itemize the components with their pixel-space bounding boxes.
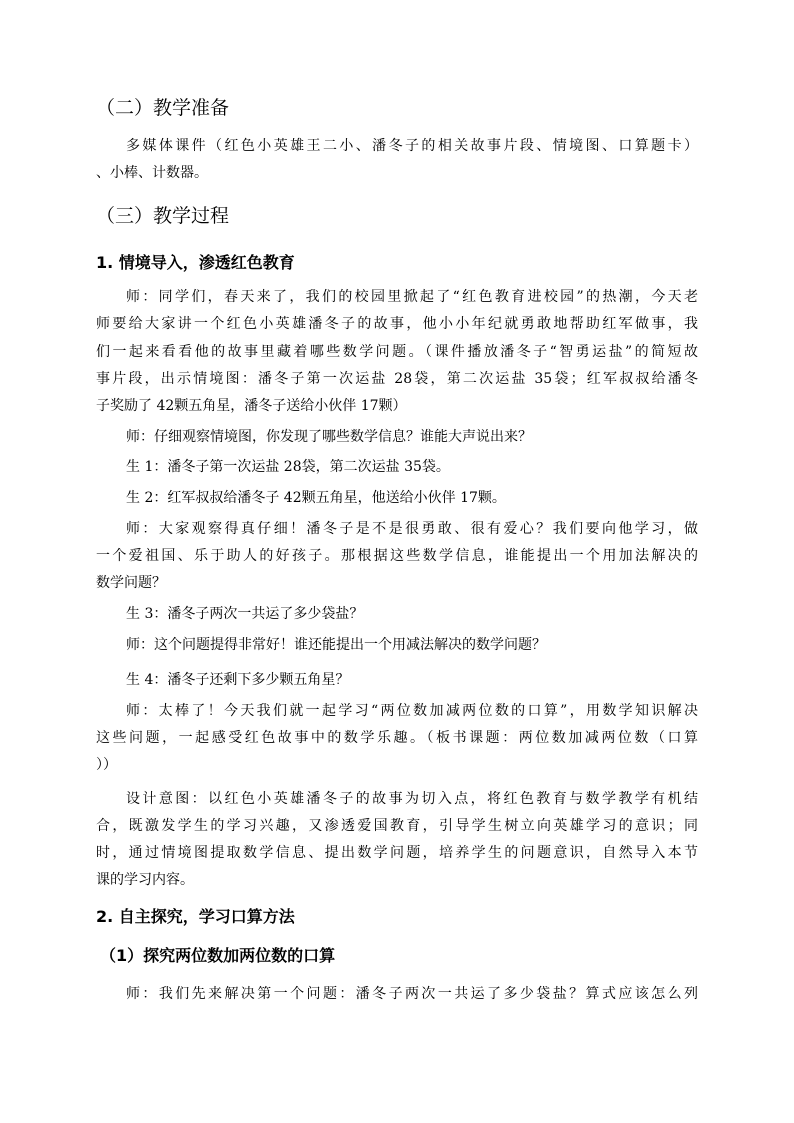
paragraph-line: 课的学习内容。: [96, 872, 194, 888]
paragraph-line: 这些问题，一起感受红色故事中的数学乐趣。（板书课题：两位数加减两位数（口算: [96, 730, 698, 746]
paragraph-line: 师：同学们，春天来了，我们的校园里掀起了“红色教育进校园”的热潮，今天老: [126, 289, 698, 305]
paragraph-line: 、小棒、计数器。: [96, 165, 208, 181]
paragraph-line: 生 2：红军叔叔给潘冬子 42颗五角星，他送给小伙伴 17颗。: [126, 490, 506, 506]
paragraph-line: 师：我们先来解决第一个问题：潘冬子两次一共运了多少袋盐？算式应该怎么列: [126, 986, 698, 1002]
step-heading-self-exploration: 2. 自主探究，学习口算方法: [96, 907, 295, 926]
paragraph-line: ））: [96, 757, 117, 773]
paragraph-line: 生 4：潘冬子还剩下多少颗五角星？: [126, 672, 350, 688]
paragraph-line: 数学问题？: [96, 575, 166, 591]
paragraph-line: 合，既激发学生的学习兴趣，又渗透爱国教育，引导学生树立向英雄学习的意识；同: [96, 818, 698, 834]
paragraph-line: 设计意图：以红色小英雄潘冬子的故事为切入点，将红色教育与数学教学有机结: [126, 791, 698, 807]
paragraph-line: 时，通过情境图提取数学信息、提出数学问题，培养学生的问题意识，自然导入本节: [96, 845, 698, 861]
paragraph-line: 师：太棒了！今天我们就一起学习“两位数加减两位数的口算”，用数学知识解决: [126, 703, 698, 719]
paragraph-line: 事片段，出示情境图：潘冬子第一次运盐 28袋，第二次运盐 35袋；红军叔叔给潘冬: [96, 371, 698, 387]
paragraph-line: 师要给大家讲一个红色小英雄潘冬子的故事，他小小年纪就勇敢地帮助红军做事，我: [96, 316, 698, 332]
paragraph-line: 们一起来看看他的故事里藏着哪些数学问题。（课件播放潘冬子“智勇运盐”的简短故: [96, 344, 698, 360]
paragraph-line: 多媒体课件（红色小英雄王二小、潘冬子的相关故事片段、情境图、口算题卡）: [126, 138, 698, 154]
subsection-heading-addition: （1）探究两位数加两位数的口算: [100, 946, 336, 965]
paragraph-line: 子奖励了 42颗五角星，潘冬子送给小伙伴 17颗）: [96, 398, 407, 414]
paragraph-line: 生 1：潘冬子第一次运盐 28袋，第二次运盐 35袋。: [126, 459, 450, 475]
section-heading-teaching-process: （三）教学过程: [96, 205, 230, 227]
step-heading-situation-intro: 1. 情境导入，渗透红色教育: [96, 253, 295, 272]
paragraph-line: 师：大家观察得真仔细！潘冬子是不是很勇敢、很有爱心？我们要向他学习，做: [126, 521, 698, 537]
paragraph-line: 生 3：潘冬子两次一共运了多少袋盐？: [126, 606, 364, 622]
paragraph-line: 师：仔细观察情境图，你发现了哪些数学信息？谁能大声说出来？: [126, 429, 532, 445]
paragraph-line: 一个爱祖国、乐于助人的好孩子。那根据这些数学信息，谁能提出一个用加法解决的: [96, 548, 698, 564]
paragraph-line: 师：这个问题提得非常好！谁还能提出一个用减法解决的数学问题？: [126, 637, 546, 653]
section-heading-teaching-prep: （二）教学准备: [96, 97, 230, 119]
